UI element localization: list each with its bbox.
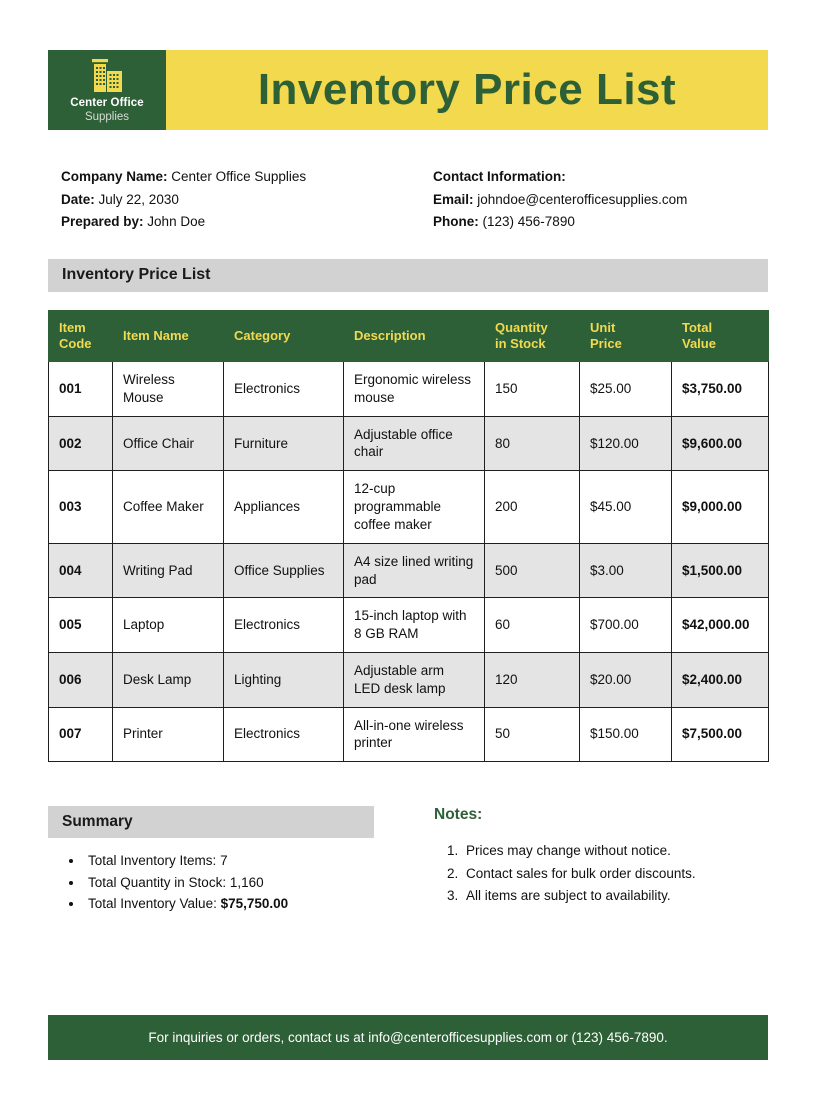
header-banner	[48, 50, 768, 130]
cell-description: A4 size lined writing pad	[344, 543, 485, 598]
cell-quantity: 500	[485, 543, 580, 598]
meta-email	[433, 189, 768, 212]
cell-quantity: 50	[485, 707, 580, 762]
office-buildings-icon	[86, 58, 128, 94]
cell-unit-price: $120.00	[580, 416, 672, 471]
cell-description: 15-inch laptop with 8 GB RAM	[344, 598, 485, 653]
cell-total-value: $2,400.00	[672, 652, 769, 707]
cell-unit-price: $45.00	[580, 471, 672, 543]
table-row	[49, 598, 769, 653]
section-title: Inventory Price List	[62, 266, 211, 283]
meta-phone-label: Phone:	[433, 214, 479, 229]
table-row	[49, 416, 769, 471]
cell-item-code: 006	[49, 652, 113, 707]
cell-quantity: 80	[485, 416, 580, 471]
list-item: 2. Contact sales for bulk order discounts.	[462, 863, 768, 886]
table-row	[49, 707, 769, 762]
notes-title: Notes:	[434, 806, 483, 824]
meta-phone	[433, 211, 768, 234]
cell-quantity: 60	[485, 598, 580, 653]
cell-item-name: Wireless Mouse	[113, 362, 224, 417]
list-item: 1. Prices may change without notice.	[462, 840, 768, 863]
table-header-row	[49, 310, 769, 362]
column-header-line: Description	[354, 327, 426, 343]
cell-category: Office Supplies	[224, 543, 344, 598]
section-header-bar	[48, 259, 768, 292]
cell-unit-price: $700.00	[580, 598, 672, 653]
cell-description: Ergonomic wireless mouse	[344, 362, 485, 417]
column-header-total-value	[672, 310, 769, 362]
document-page	[0, 50, 816, 1106]
column-header-line: Unit	[590, 319, 616, 335]
title-banner	[166, 50, 768, 130]
cell-total-value: $1,500.00	[672, 543, 769, 598]
cell-description: Adjustable office chair	[344, 416, 485, 471]
cell-quantity: 200	[485, 471, 580, 543]
meta-email-label: Email:	[433, 191, 474, 207]
summary-panel	[48, 806, 420, 915]
meta-contact-heading-label: Contact Information:	[433, 169, 566, 184]
cell-item-name: Printer	[113, 707, 224, 762]
meta-contact-heading	[433, 166, 768, 189]
summary-header-bar	[48, 806, 374, 838]
cell-item-name: Office Chair	[113, 416, 224, 471]
inventory-table	[48, 310, 769, 763]
cell-item-name: Coffee Maker	[113, 471, 224, 543]
column-header-line: Quantity	[495, 319, 548, 335]
summary-item-label: Total Quantity in Stock:	[88, 874, 230, 890]
meta-prepared-by	[61, 211, 433, 234]
cell-category: Electronics	[224, 598, 344, 653]
company-logo	[48, 50, 166, 130]
cell-item-code: 002	[49, 416, 113, 471]
cell-description: All-in-one wireless printer	[344, 707, 485, 762]
summary-item-value: 7	[220, 853, 228, 869]
meta-phone-value: (123) 456-7890	[482, 214, 575, 229]
summary-item-value: $75,750.00	[220, 896, 289, 912]
cell-unit-price: $150.00	[580, 707, 672, 762]
summary-list	[48, 850, 420, 915]
cell-category: Electronics	[224, 707, 344, 762]
list-item	[84, 872, 420, 894]
cell-quantity: 150	[485, 362, 580, 417]
meta-date-value: July 22, 2030	[98, 191, 179, 207]
cell-description: 12-cup programmable coffee maker	[344, 471, 485, 543]
column-header-description	[344, 310, 485, 362]
cell-item-code: 001	[49, 362, 113, 417]
cell-total-value: $9,000.00	[672, 471, 769, 543]
summary-item-label: Total Inventory Items:	[88, 853, 221, 869]
meta-date-label: Date:	[61, 191, 95, 207]
page-title: Inventory Price List	[257, 65, 677, 114]
bottom-section	[48, 806, 768, 915]
list-item: 3. All items are subject to availability.	[462, 885, 768, 908]
logo-name-line2: Supplies	[84, 110, 130, 123]
cell-unit-price: $20.00	[580, 652, 672, 707]
cell-quantity: 120	[485, 652, 580, 707]
meta-date	[61, 189, 433, 212]
cell-item-name: Writing Pad	[113, 543, 224, 598]
summary-title: Summary	[62, 813, 133, 831]
table-row	[49, 471, 769, 543]
column-header-item-name	[113, 310, 224, 362]
cell-total-value: $3,750.00	[672, 362, 769, 417]
cell-item-name: Laptop	[113, 598, 224, 653]
meta-company-name-value: Center Office Supplies	[171, 169, 307, 184]
notes-panel	[420, 806, 768, 915]
list-item	[84, 850, 420, 872]
cell-category: Furniture	[224, 416, 344, 471]
notes-list	[428, 840, 768, 908]
meta-prepared-by-value: John Doe	[147, 214, 206, 229]
column-header-unit-price	[580, 310, 672, 362]
cell-category: Appliances	[224, 471, 344, 543]
cell-category: Electronics	[224, 362, 344, 417]
cell-total-value: $9,600.00	[672, 416, 769, 471]
cell-item-name: Desk Lamp	[113, 652, 224, 707]
summary-item-label: Total Inventory Value:	[88, 896, 221, 912]
column-header-line: Item Name	[123, 327, 189, 343]
cell-unit-price: $3.00	[580, 543, 672, 598]
meta-column-left	[61, 166, 433, 234]
meta-company-name	[61, 166, 433, 189]
column-header-quantity-in-stock	[485, 310, 580, 362]
column-header-line: Code	[59, 335, 92, 351]
cell-item-code: 007	[49, 707, 113, 762]
column-header-line: Value	[682, 335, 716, 351]
column-header-category	[224, 310, 344, 362]
meta-company-name-label: Company Name:	[61, 169, 168, 184]
cell-description: Adjustable arm LED desk lamp	[344, 652, 485, 707]
meta-email-value: johndoe@centerofficesupplies.com	[477, 191, 688, 207]
cell-category: Lighting	[224, 652, 344, 707]
cell-item-code: 004	[49, 543, 113, 598]
column-header-line: Price	[590, 335, 622, 351]
column-header-line: Total	[682, 319, 713, 335]
table-row	[49, 362, 769, 417]
column-header-line: in Stock	[495, 335, 546, 351]
meta-column-right	[433, 166, 768, 234]
document-meta	[48, 166, 768, 234]
column-header-line: Item	[59, 319, 86, 335]
cell-item-code: 005	[49, 598, 113, 653]
table-row	[49, 543, 769, 598]
cell-unit-price: $25.00	[580, 362, 672, 417]
cell-total-value: $42,000.00	[672, 598, 769, 653]
footer-bar	[48, 1015, 768, 1060]
cell-item-code: 003	[49, 471, 113, 543]
column-header-item-code	[49, 310, 113, 362]
column-header-line: Category	[234, 327, 291, 343]
table-row	[49, 652, 769, 707]
cell-total-value: $7,500.00	[672, 707, 769, 762]
meta-prepared-by-label: Prepared by:	[61, 214, 144, 229]
list-item	[84, 893, 420, 915]
logo-name-line1: Center Office	[70, 97, 144, 110]
footer-text: For inquiries or orders, contact us at info@centerofficesupplies.com or (123) 456-7890.	[148, 1030, 668, 1045]
summary-item-value: 1,160	[229, 874, 264, 890]
